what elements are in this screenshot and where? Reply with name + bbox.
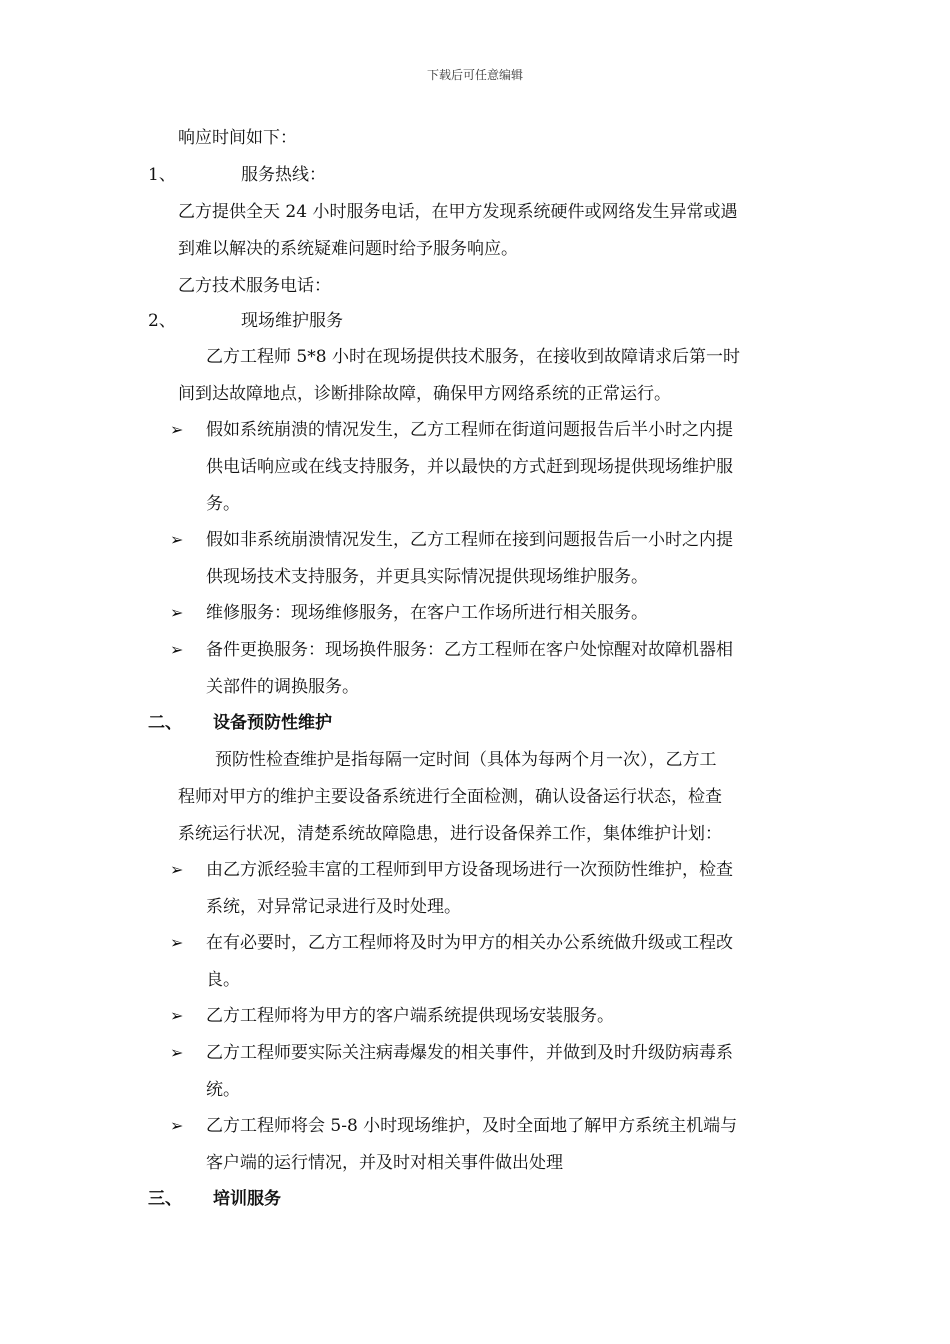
bullet-line: 备件更换服务：现场换件服务：乙方工程师在客户处惊醒对故障机器相 (206, 640, 733, 660)
onsite-title: 现场维护服务 (241, 311, 343, 331)
section-paragraph-line: 系统运行状况，清楚系统故障隐患，进行设备保养工作，集体维护计划： (178, 824, 722, 844)
arrowhead-icon: ➢ (170, 1006, 184, 1025)
bullet-line: 假如系统崩溃的情况发生，乙方工程师在街道问题报告后半小时之内提 (206, 420, 733, 440)
arrowhead-icon: ➢ (170, 420, 184, 439)
item-number-1: 1、 (148, 165, 176, 185)
bullet-line: 供现场技术支持服务，并更具实际情况提供现场维护服务。 (206, 567, 648, 587)
bullet-line: 乙方工程师将会 5-8 小时现场维护，及时全面地了解甲方系统主机端与 (206, 1116, 738, 1136)
section-paragraph-line: 预防性检查维护是指每隔一定时间（具体为每两个月一次），乙方工 (215, 750, 717, 770)
arrowhead-icon: ➢ (170, 1043, 184, 1062)
bullet-line: 在有必要时，乙方工程师将及时为甲方的相关办公系统做升级或工程改 (206, 933, 733, 953)
bullet-line: 维修服务：现场维修服务，在客户工作场所进行相关服务。 (206, 603, 648, 623)
item-number-2: 2、 (148, 311, 176, 331)
page-header: 下载后可任意编辑 (426, 68, 523, 82)
arrowhead-icon: ➢ (170, 603, 184, 622)
bullet-line: 乙方工程师要实际关注病毒爆发的相关事件，并做到及时升级防病毒系 (206, 1043, 733, 1063)
section-title-2: 设备预防性维护 (213, 713, 332, 733)
hotline-text-line: 乙方提供全天 24 小时服务电话，在甲方发现系统硬件或网络发生异常或遇 (178, 202, 738, 222)
hotline-phone-label: 乙方技术服务电话： (178, 276, 331, 296)
arrowhead-icon: ➢ (170, 530, 184, 549)
arrowhead-icon: ➢ (170, 640, 184, 659)
arrowhead-icon: ➢ (170, 1116, 184, 1135)
bullet-line: 务。 (206, 494, 240, 514)
section-paragraph-line: 程师对甲方的维护主要设备系统进行全面检测，确认设备运行状态，检查 (178, 787, 722, 807)
bullet-line: 系统，对异常记录进行及时处理。 (206, 897, 461, 917)
intro-text: 响应时间如下： (178, 128, 297, 148)
bullet-line: 良。 (206, 970, 240, 990)
bullet-line: 由乙方派经验丰富的工程师到甲方设备现场进行一次预防性维护，检查 (206, 860, 733, 880)
bullet-line: 乙方工程师将为甲方的客户端系统提供现场安装服务。 (206, 1006, 614, 1026)
bullet-line: 统。 (206, 1080, 240, 1100)
bullet-line: 供电话响应或在线支持服务，并以最快的方式赶到现场提供现场维护服 (206, 457, 733, 477)
bullet-line: 假如非系统崩溃情况发生，乙方工程师在接到问题报告后一小时之内提 (206, 530, 733, 550)
section-number-3: 三、 (148, 1189, 182, 1209)
arrowhead-icon: ➢ (170, 933, 184, 952)
section-number-2: 二、 (148, 713, 182, 733)
bullet-line: 关部件的调换服务。 (206, 677, 359, 697)
onsite-text-line: 乙方工程师 5*8 小时在现场提供技术服务，在接收到故障请求后第一时 (206, 347, 740, 367)
hotline-text-line: 到难以解决的系统疑难问题时给予服务响应。 (178, 239, 518, 259)
arrowhead-icon: ➢ (170, 860, 184, 879)
onsite-text-line: 间到达故障地点，诊断排除故障，确保甲方网络系统的正常运行。 (178, 384, 671, 404)
bullet-line: 客户端的运行情况，并及时对相关事件做出处理 (206, 1153, 563, 1173)
hotline-title: 服务热线： (241, 165, 326, 185)
section-title-3: 培训服务 (213, 1189, 281, 1209)
